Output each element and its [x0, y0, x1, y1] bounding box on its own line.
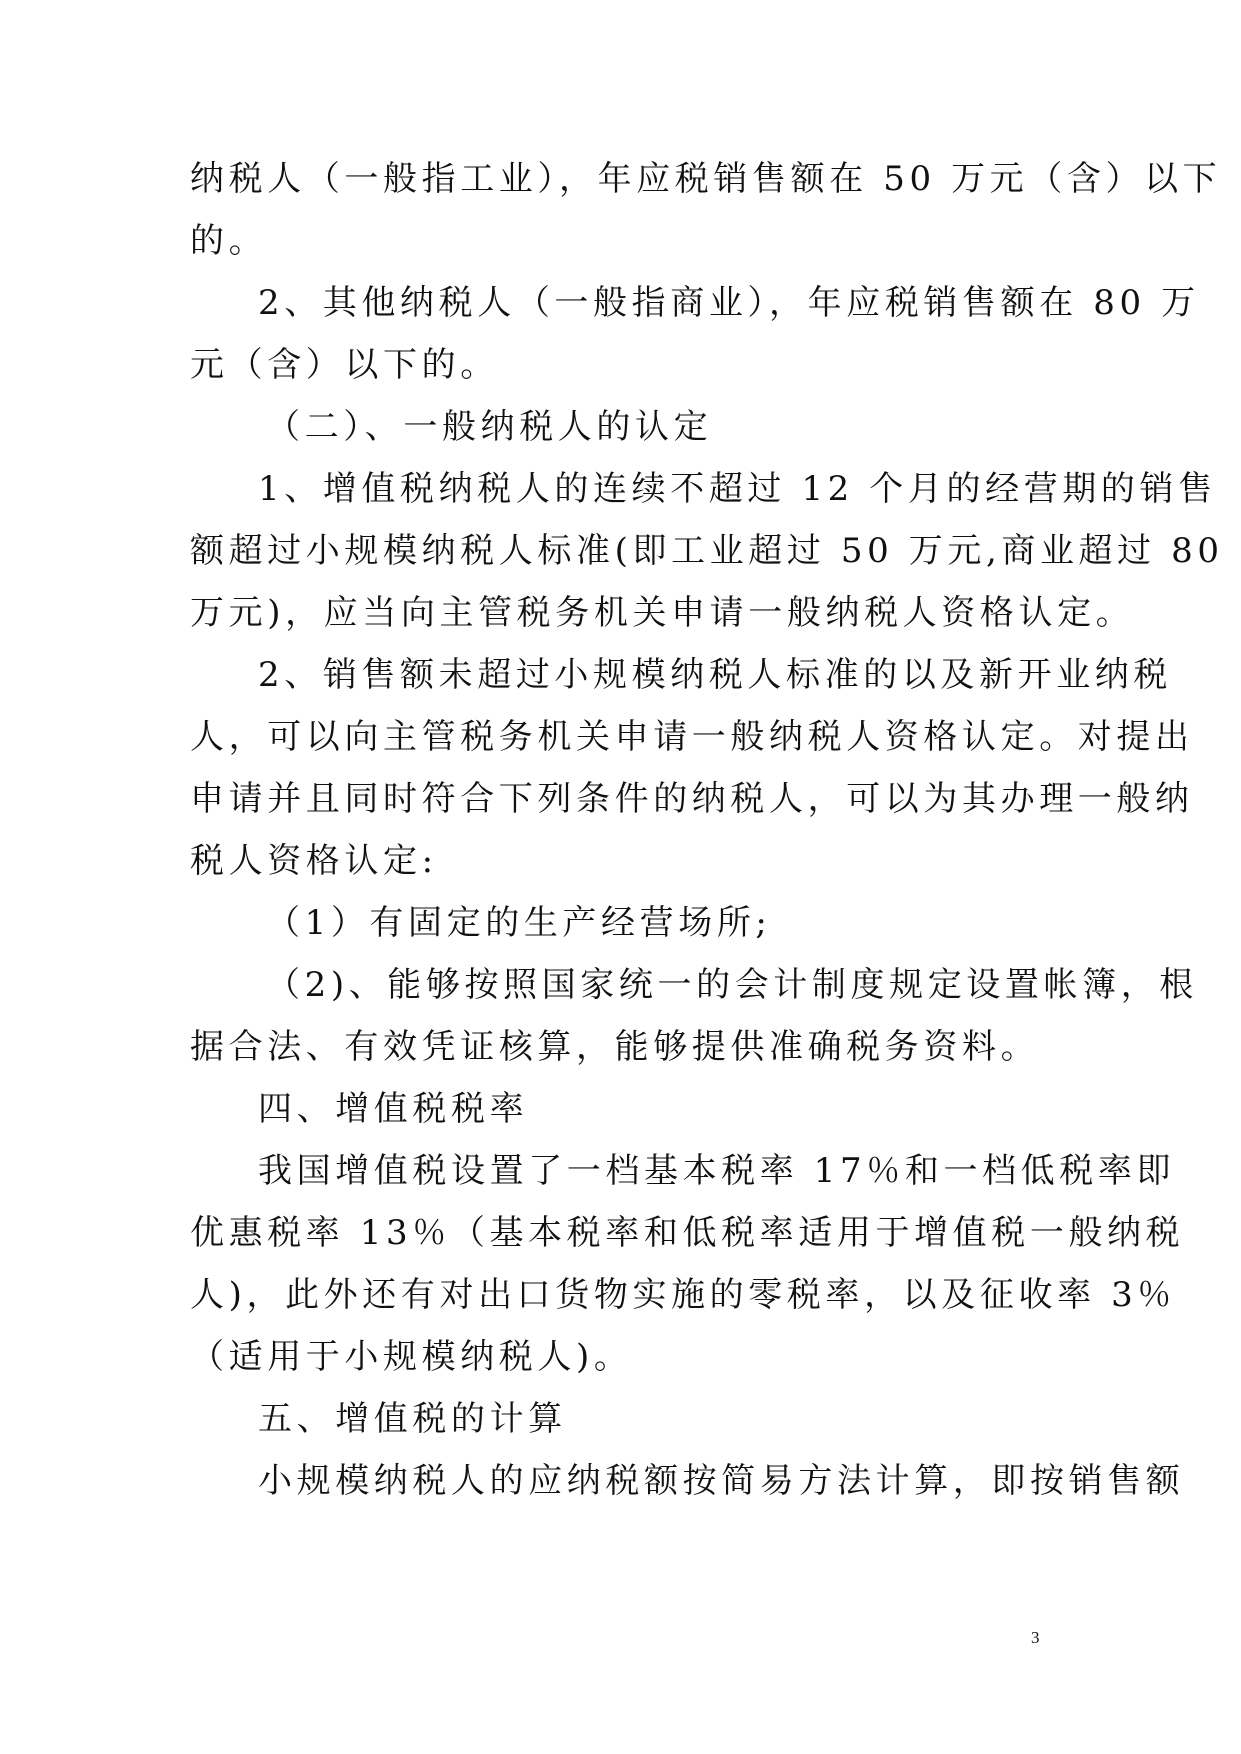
text-line: 人，可以向主管税务机关申请一般纳税人资格认定。对提出 [190, 717, 1194, 757]
text-line: 元（含）以下的。 [190, 345, 499, 385]
section-heading: 五、增值税的计算 [258, 1399, 567, 1439]
text-line: 优惠税率 13％（基本税率和低税率适用于增值税一般纳税 [190, 1213, 1185, 1253]
text-line: 人)，此外还有对出口货物实施的零税率，以及征收率 3％ [190, 1275, 1176, 1315]
text-line: 万元)，应当向主管税务机关申请一般纳税人资格认定。 [190, 593, 1135, 633]
text-line: 小规模纳税人的应纳税额按简易方法计算，即按销售额 [258, 1461, 1185, 1501]
document-body [190, 148, 1224, 1512]
text-line: 税人资格认定: [190, 841, 438, 881]
text-line: 1、增值税纳税人的连续不超过 12 个月的经营期的销售 [258, 469, 1217, 509]
list-item: （2)、能够按照国家统一的会计制度规定设置帐簿，根 [266, 965, 1198, 1005]
text-line: （适用于小规模纳税人)。 [190, 1337, 633, 1377]
text-line: 的。 [190, 221, 268, 261]
text-line: 额超过小规模纳税人标准(即工业超过 50 万元,商业超过 80 [190, 531, 1224, 571]
text-line: 我国增值税设置了一档基本税率 17％和一档低税率即 [258, 1151, 1176, 1191]
text-line: 纳税人（一般指工业），年应税销售额在 50 万元（含）以下 [190, 159, 1222, 199]
text-line: 申请并且同时符合下列条件的纳税人，可以为其办理一般纳 [190, 779, 1194, 819]
text-line: 2、销售额未超过小规模纳税人标准的以及新开业纳税 [258, 655, 1173, 695]
text-line: 据合法、有效凭证核算，能够提供准确税务资料。 [190, 1027, 1040, 1067]
section-heading: （二）、一般纳税人的认定 [266, 407, 713, 447]
list-item: （1）有固定的生产经营场所; [266, 903, 772, 943]
section-heading: 四、增值税税率 [258, 1089, 529, 1129]
text-line: 2、其他纳税人（一般指商业），年应税销售额在 80 万 [258, 283, 1200, 323]
page-number: 3 [1031, 1628, 1040, 1647]
